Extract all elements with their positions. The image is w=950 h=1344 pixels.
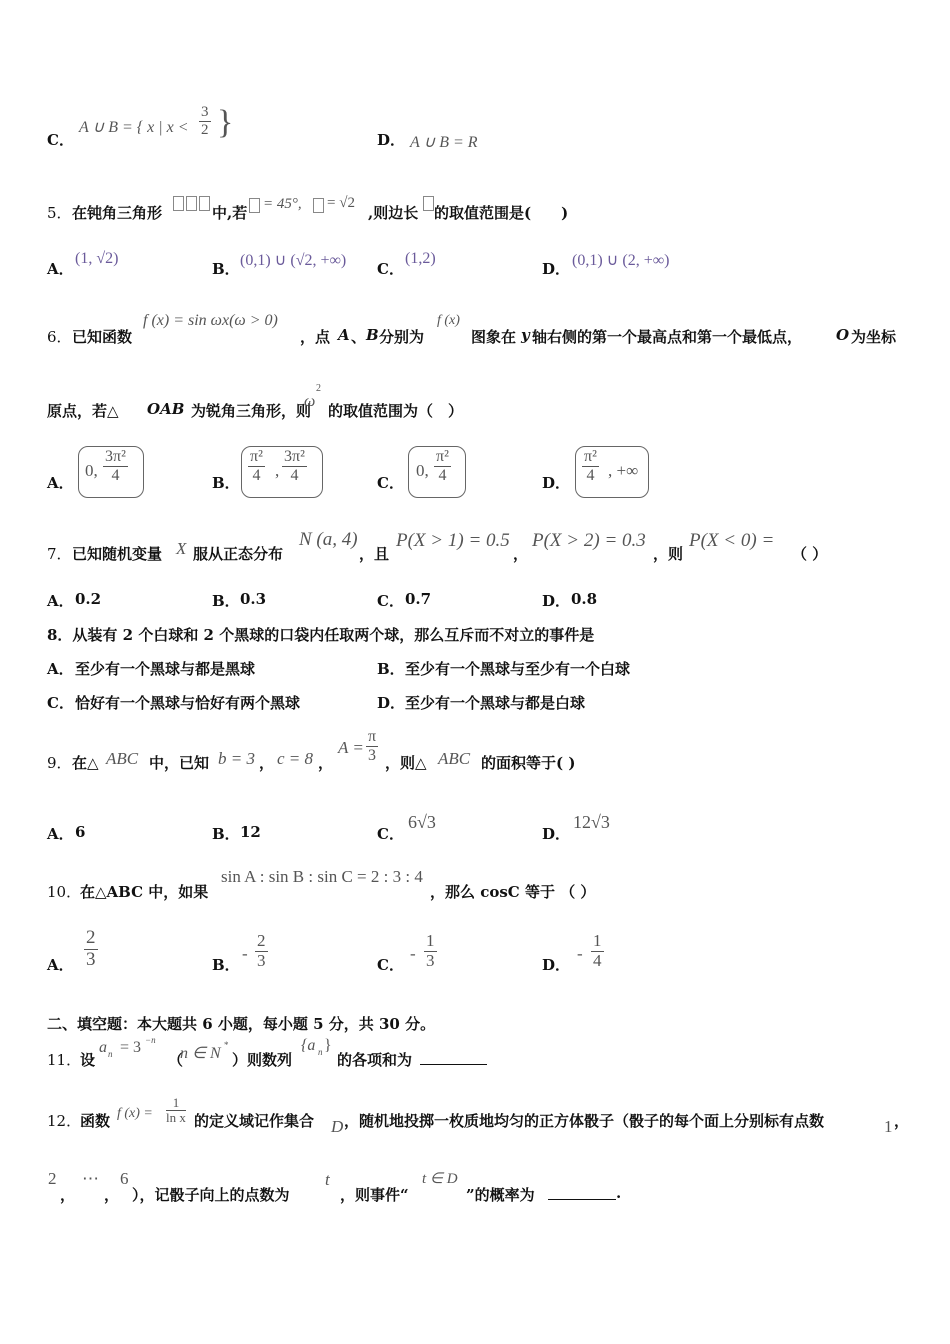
q9-b: b = 3 <box>218 749 255 768</box>
q5-text-3: ,则边长 <box>368 204 419 222</box>
q6-option-c-pre: 0, <box>416 461 429 480</box>
q6-option-b-label: B． <box>212 474 240 492</box>
q6-point-a: A <box>338 326 350 344</box>
q9-triangle-2: ABC <box>438 749 471 768</box>
q5-option-a-math: (1, √2) <box>75 250 119 267</box>
q11-sequence-close: } <box>324 1037 332 1054</box>
q12-comma-2: ， <box>104 1186 120 1204</box>
q6-line2-c: 的取值范围为（ ） <box>328 402 464 420</box>
q12-function: f (x) = <box>117 1106 153 1121</box>
q12-text-6: ，则事件“ <box>340 1186 409 1204</box>
q6-text-2: ，点 <box>300 328 331 346</box>
q7-text-3: ，且 <box>359 545 390 563</box>
q12-answer-blank[interactable] <box>548 1199 616 1200</box>
q10-option-c-fraction: $\frac{1}{3}$ <box>426 931 435 970</box>
q5-option-d-label: D． <box>542 260 571 278</box>
q6-option-a-pre: 0, <box>85 461 98 480</box>
q11-condition-exp: * <box>224 1040 229 1050</box>
q12-num-6: 6 <box>120 1169 129 1188</box>
option-c-label: C． <box>47 131 74 149</box>
q11-sequence-sub: n <box>318 1047 323 1057</box>
q8-option-a-label: A． <box>47 660 74 678</box>
q9-c: c = 8 <box>277 749 314 768</box>
missing-glyph-icon <box>423 196 434 211</box>
q11-answer-blank[interactable] <box>420 1064 487 1065</box>
q6-option-a-fraction: $\frac{\text{3π²}}{4}$ <box>105 448 126 484</box>
q9-number: 9． <box>47 754 72 772</box>
q11-text-2: （ <box>168 1051 184 1069</box>
q7-option-a-label: A． <box>47 592 74 610</box>
q5-text-1: 在钝角三角形 <box>72 204 163 222</box>
q11-eq-exp: −n <box>145 1035 156 1045</box>
q12-num-1: 1 <box>884 1117 893 1136</box>
missing-glyph-icon <box>186 196 197 211</box>
q11-eq: = 3 <box>120 1039 142 1056</box>
q6-option-d-fraction: $\frac{\text{π²}}{4}$ <box>584 448 597 484</box>
q6-text-6: 轴右侧的第一个最高点和第一个最低点， <box>532 328 803 346</box>
q12-text-3: ，随机地投掷一枚质地均匀的正方体骰子（骰子的每个面上分别标有点数 <box>344 1112 825 1130</box>
q11-a-sub: n <box>108 1049 113 1059</box>
q10-option-d-fraction: $\frac{1}{4}$ <box>593 931 602 970</box>
q12-text-2: 的定义域记作集合 <box>194 1112 315 1130</box>
q7-text-2: 服从正态分布 <box>193 545 284 563</box>
q8-option-c-text: 恰好有一个黑球与恰好有两个黑球 <box>75 694 301 712</box>
q7-normal-dist: N (a, 4) <box>299 529 358 550</box>
q9-option-a-value: 6 <box>75 823 86 841</box>
q11-text-1: 设 <box>80 1051 96 1069</box>
q11-text-4: 的各项和为 <box>337 1051 413 1069</box>
missing-glyph-icon <box>313 198 324 213</box>
q11-sequence: {a <box>301 1037 316 1054</box>
q7-prob-3: P(X < 0) = <box>689 530 775 551</box>
q10-option-d-label: D． <box>542 956 571 974</box>
q5-number: 5． <box>47 204 72 222</box>
q12-text-1: 函数 <box>80 1112 111 1130</box>
q6-axis-y: y <box>521 326 530 344</box>
q6-triangle-oab: OAB <box>147 400 185 418</box>
q11-text-3: ）则数列 <box>232 1051 293 1069</box>
q12-var-t: t <box>325 1170 330 1189</box>
q9-angle-a: A = <box>338 738 364 757</box>
q5-option-c-label: C． <box>377 260 404 278</box>
q10-text-2: ，那么 cosC 等于 （ ） <box>430 883 596 901</box>
q6-option-c-label: C． <box>377 474 404 492</box>
option-c-fraction: $\frac{3}{2}$ <box>201 104 209 138</box>
q7-sep: ， <box>513 545 529 563</box>
q9-text-1: 在△ <box>72 754 99 772</box>
q6-line2-b: 为锐角三角形，则 <box>191 402 312 420</box>
q10-text-1: 在△ABC 中，如果 <box>80 883 209 901</box>
missing-glyph-icon <box>173 196 184 211</box>
q6-function: f (x) = sin ωx(ω > 0) <box>143 312 278 329</box>
q11-condition: n ∈ N <box>180 1045 221 1062</box>
q8-option-b-label: B． <box>377 660 405 678</box>
q8-option-c-label: C． <box>47 694 74 712</box>
q9-sep-2: ， <box>318 754 334 772</box>
q10-ratio: sin A : sin B : sin C = 2 : 3 : 4 <box>221 867 423 886</box>
q12-text-5: ），记骰子向上的点数为 <box>132 1186 290 1204</box>
q7-prob-1: P(X > 1) = 0.5 <box>396 530 510 551</box>
q9-text-3: ，则△ <box>385 754 427 772</box>
q10-option-b-sign: - <box>242 944 248 963</box>
q7-number: 7． <box>47 545 72 563</box>
q5-option-d-math: (0,1) ∪ (2, +∞) <box>572 252 670 269</box>
q9-triangle-1: ABC <box>106 749 139 768</box>
q10-option-a-fraction: $\frac{2}{3}$ <box>86 927 96 970</box>
q12-set-d: D <box>331 1117 344 1136</box>
q6-text-3: 、 <box>351 328 367 346</box>
q12-comma-1: ， <box>60 1186 76 1204</box>
q6-line2-a: 原点，若△ <box>47 402 119 420</box>
q9-option-b-label: B． <box>212 825 240 843</box>
q6-option-d-label: D． <box>542 474 571 492</box>
q6-option-b-fraction-2: $\frac{\text{3π²}}{4}$ <box>284 448 305 484</box>
section-2-heading: 二、填空题：本大题共 6 小题，每小题 5 分，共 30 分。 <box>47 1015 436 1033</box>
q6-text-5: 图象在 <box>471 328 517 346</box>
q7-option-a-value: 0.2 <box>75 590 102 608</box>
q9-text-4: 的面积等于( ) <box>481 754 576 772</box>
q7-text-4: ，则 <box>653 545 684 563</box>
q6-option-d-post: , +∞ <box>608 461 639 480</box>
q10-option-b-label: B． <box>212 956 240 974</box>
q5-text-4: 的取值范围是( ) <box>434 204 569 222</box>
q10-option-c-label: C． <box>377 956 404 974</box>
q6-function-2: f (x) <box>437 313 460 328</box>
q8-option-d-text: 至少有一个黑球与都是白球 <box>405 694 586 712</box>
q10-option-b-fraction: $\frac{2}{3}$ <box>257 931 266 970</box>
q9-text-2: 中，已知 <box>149 754 210 772</box>
q10-option-d-sign: - <box>577 944 583 963</box>
q7-var-x: X <box>176 539 187 558</box>
q5-angle: = 45°, <box>263 196 302 212</box>
q9-option-d-label: D． <box>542 825 571 843</box>
q9-option-c-label: C． <box>377 825 404 843</box>
q6-option-c-fraction: $\frac{\text{π²}}{4}$ <box>436 448 449 484</box>
missing-glyph-icon <box>199 196 210 211</box>
q6-text-4: 分别为 <box>379 328 425 346</box>
q9-option-a-label: A． <box>47 825 74 843</box>
q7-text-5: （ ） <box>792 545 828 563</box>
q7-prob-2: P(X > 2) = 0.3 <box>532 530 646 551</box>
q10-number: 10． <box>47 883 82 901</box>
q5-text-2: 中,若 <box>212 204 248 222</box>
q6-omega: ω <box>304 393 316 410</box>
q9-sep-1: ， <box>259 754 275 772</box>
q12-text-7: ”的概率为 <box>466 1186 535 1204</box>
q9-option-c-value: 6√3 <box>408 812 436 832</box>
option-d-label: D． <box>377 131 406 149</box>
q10-option-c-sign: - <box>410 944 416 963</box>
q6-text-7: 为坐标 <box>851 328 897 346</box>
q6-text-1: 已知函数 <box>72 328 133 346</box>
q12-num-2: 2 <box>48 1169 57 1188</box>
q6-origin-o: O <box>836 326 850 344</box>
q10-option-a-label: A． <box>47 956 74 974</box>
q11-a: a <box>99 1039 107 1056</box>
q9-option-b-value: 12 <box>240 823 261 841</box>
q12-end: . <box>616 1184 622 1202</box>
q12-ellipsis: ⋯ <box>82 1169 99 1188</box>
q8-option-d-label: D． <box>377 694 406 712</box>
q6-option-a-label: A． <box>47 474 74 492</box>
q8-option-b-text: 至少有一个黑球与至少有一个白球 <box>405 660 631 678</box>
q12-text-4: ， <box>894 1112 910 1130</box>
q6-number: 6． <box>47 328 72 346</box>
q6-omega-exp: 2 <box>316 383 321 394</box>
q8-option-a-text: 至少有一个黑球与都是黑球 <box>75 660 256 678</box>
q7-option-d-value: 0.8 <box>571 590 598 608</box>
q12-fraction: $\frac{1}{\text{ln x}}$ <box>166 1095 186 1126</box>
q5-option-a-label: A． <box>47 260 74 278</box>
q5-option-b-math: (0,1) ∪ (√2, +∞) <box>240 252 347 269</box>
q6-option-b-comma: , <box>275 461 280 480</box>
q8-text: 8．从装有 2 个白球和 2 个黑球的口袋内任取两个球，那么互斥而不对立的事件是 <box>47 626 595 644</box>
q12-number: 12． <box>47 1112 82 1130</box>
q7-option-c-label: C． <box>377 592 404 610</box>
q5-option-b-label: B． <box>212 260 240 278</box>
q7-option-b-value: 0.3 <box>240 590 267 608</box>
q7-option-c-value: 0.7 <box>405 590 432 608</box>
q5-option-c-math: (1,2) <box>405 250 436 267</box>
q7-text-1: 已知随机变量 <box>72 545 163 563</box>
missing-glyph-icon <box>249 198 260 213</box>
option-c-brace: } <box>217 104 234 141</box>
q6-option-b-fraction-1: $\frac{\text{π²}}{4}$ <box>250 448 263 484</box>
option-d-math: A ∪ B = R <box>410 134 478 151</box>
q5-side: = √2 <box>327 195 355 211</box>
q7-option-d-label: D． <box>542 592 571 610</box>
q12-event: t ∈ D <box>422 1171 458 1187</box>
q6-point-b: B <box>366 326 379 344</box>
q9-angle-fraction: $\frac{\pi}{3}$ <box>368 728 377 764</box>
option-c-math: A ∪ B = { x | x < <box>79 119 189 136</box>
q9-option-d-value: 12√3 <box>573 812 610 832</box>
q7-option-b-label: B． <box>212 592 240 610</box>
q11-number: 11． <box>47 1051 82 1069</box>
